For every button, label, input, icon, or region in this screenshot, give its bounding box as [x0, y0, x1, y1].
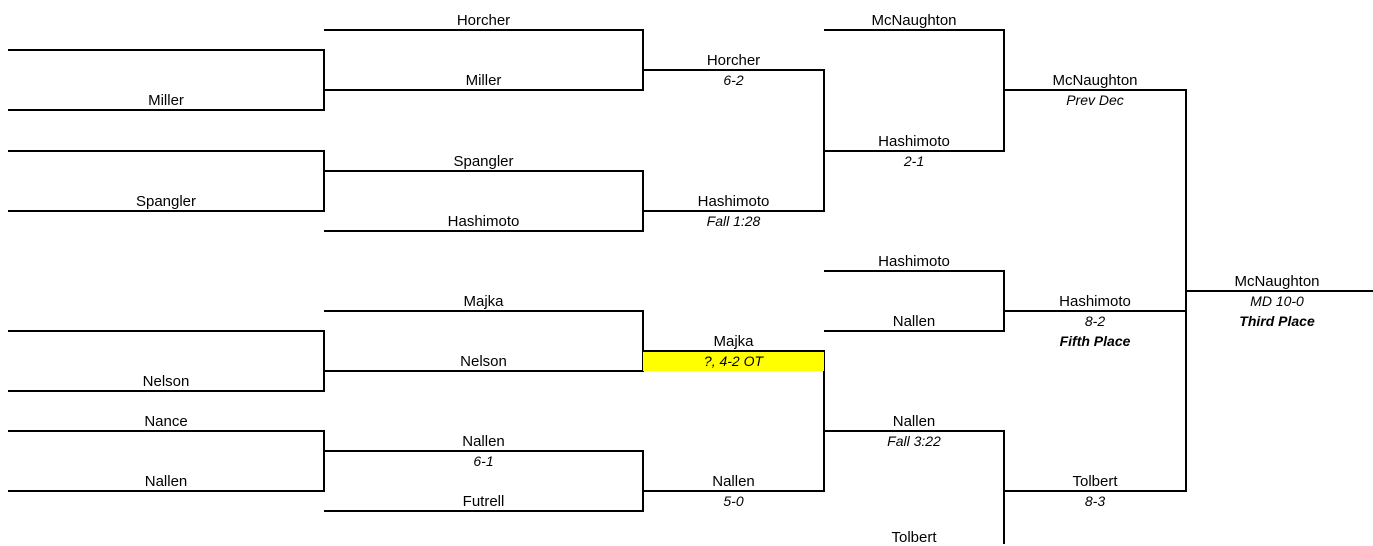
r3-score-majka-highlighted: ?, 4-2 OT: [643, 352, 824, 371]
r1-wrestler-nance: Nance: [144, 413, 188, 430]
r5-wrestler-hashimoto: Hashimoto: [1059, 293, 1131, 310]
r4-wrestler-mcnaughton: McNaughton: [871, 12, 957, 29]
r3-bot-connector: [643, 351, 824, 491]
r3-wrestler-majka: Majka: [713, 333, 754, 350]
r3-score-horcher: 6-2: [723, 72, 744, 88]
r4-wrestler-nallen: Nallen: [892, 413, 936, 430]
r4-wrestler-nallen-consolation: Nallen: [892, 313, 936, 330]
r3-wrestler-nallen: Nallen: [712, 473, 755, 490]
r5-score-hashimoto: 8-2: [1084, 313, 1106, 329]
r4-wrestler-hashimoto: Hashimoto: [878, 133, 950, 150]
final-wrestler-mcnaughton: McNaughton: [1234, 273, 1320, 290]
r2-wrestler-nelson: Nelson: [460, 353, 507, 370]
r4-score-hashimoto: 2-1: [903, 153, 925, 169]
r3-wrestler-hashimoto: Hashimoto: [697, 193, 770, 210]
final-score: MD 10-0: [1250, 293, 1304, 309]
r2-wrestler-miller: Miller: [465, 72, 502, 89]
r4-wrestler-hashimoto-consolation: Hashimoto: [878, 253, 950, 270]
r1-wrestler-miller: Miller: [148, 92, 184, 109]
r3-score-hashimoto: Fall 1:28: [706, 213, 761, 229]
r2-wrestler-futrell: Futrell: [462, 493, 505, 510]
r2-wrestler-hashimoto: Hashimoto: [447, 213, 520, 230]
third-place-label: Third Place: [1239, 313, 1315, 329]
r2-wrestler-nallen: Nallen: [462, 433, 505, 450]
fifth-place-label: Fifth Place: [1059, 333, 1131, 349]
r4-wrestler-tolbert: Tolbert: [891, 529, 937, 546]
r3-score-nallen: 5-0: [723, 493, 744, 509]
r2-wrestler-horcher: Horcher: [456, 12, 511, 29]
r4-score-nallen: Fall 3:22: [887, 433, 941, 449]
r2-wrestler-majka: Majka: [463, 293, 504, 310]
r1-wrestler-nallen: Nallen: [144, 473, 188, 490]
r2-score-nallen: 6-1: [473, 453, 494, 469]
r1-wrestler-nelson: Nelson: [142, 373, 190, 390]
r3-wrestler-horcher: Horcher: [706, 52, 761, 69]
r5-score-tolbert: 8-3: [1084, 493, 1106, 509]
r5-wrestler-mcnaughton: McNaughton: [1052, 72, 1138, 89]
r1-wrestler-spangler: Spangler: [135, 193, 197, 210]
r5-score-mcnaughton: Prev Dec: [1066, 92, 1124, 108]
r5-top-connector: [1004, 90, 1186, 491]
r3-top-connector: [643, 70, 824, 211]
r2-wrestler-spangler: Spangler: [453, 153, 514, 170]
r5-wrestler-tolbert: Tolbert: [1072, 473, 1118, 490]
